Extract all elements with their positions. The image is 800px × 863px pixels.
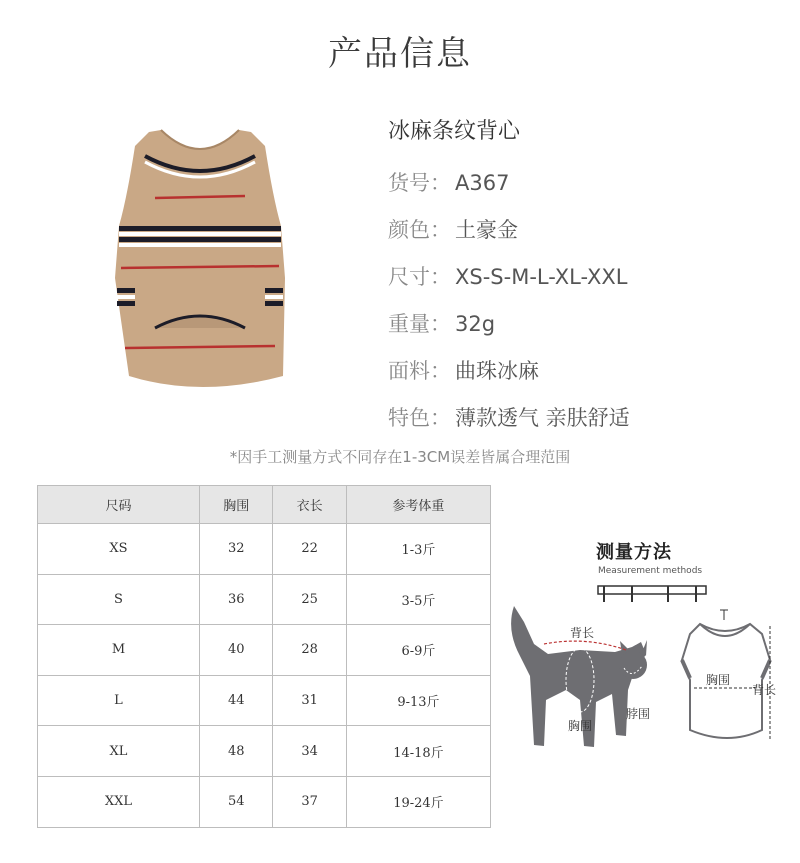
cell-length: 25: [273, 574, 346, 625]
label-garment-back: 背长: [752, 683, 777, 697]
cell-weight: 3-5斤: [346, 574, 490, 625]
cell-length: 28: [273, 625, 346, 676]
header-length: 衣长: [273, 486, 346, 524]
table-row: [38, 726, 491, 777]
product-name: 冰麻条纹背心: [388, 119, 521, 144]
table-row: [38, 574, 491, 625]
cell-size: XXL: [38, 776, 200, 827]
cell-weight: 19-24斤: [346, 776, 490, 827]
cell-size: XS: [38, 524, 200, 575]
cell-weight: 9-13斤: [346, 675, 490, 726]
header-chest: 胸围: [200, 486, 273, 524]
cell-size: XL: [38, 726, 200, 777]
page-title: 产品信息: [328, 34, 472, 74]
spec-color: 颜色： 土豪金: [388, 218, 518, 242]
measurement-method: [500, 530, 800, 830]
spec-features: 特色： 薄款透气 亲肤舒适: [388, 406, 630, 430]
table-row: [38, 625, 491, 676]
product-info: [388, 112, 788, 442]
method-title: 测量方法: [596, 542, 672, 563]
cell-chest: 36: [200, 574, 273, 625]
cell-chest: 54: [200, 776, 273, 827]
cell-chest: 32: [200, 524, 273, 575]
spec-item-number: 货号： A367: [388, 171, 510, 195]
cell-size: L: [38, 675, 200, 726]
cell-size: M: [38, 625, 200, 676]
header-weight: 参考体重: [346, 486, 490, 524]
product-image: [115, 128, 285, 390]
measurement-note: *因手工测量方式不同存在1-3CM误差皆属合理范围: [229, 448, 571, 466]
label-chest: 胸围: [568, 719, 593, 733]
cell-chest: 44: [200, 675, 273, 726]
cell-weight: 6-9斤: [346, 625, 490, 676]
spec-fabric: 面料： 曲珠冰麻: [388, 359, 539, 383]
measurement-diagram: [500, 530, 800, 830]
spec-size: 尺寸： XS-S-M-L-XL-XXL: [388, 265, 628, 289]
spec-weight: 重量： 32g: [388, 312, 496, 336]
cell-length: 31: [273, 675, 346, 726]
table-row: [38, 524, 491, 575]
label-neck: 脖围: [626, 707, 651, 721]
label-back-length: 背长: [570, 626, 595, 640]
cell-length: 34: [273, 726, 346, 777]
cell-chest: 40: [200, 625, 273, 676]
cell-weight: 1-3斤: [346, 524, 490, 575]
size-table: [37, 485, 491, 828]
table-header-row: [38, 486, 491, 524]
cell-chest: 48: [200, 726, 273, 777]
cell-size: S: [38, 574, 200, 625]
table-row: [38, 675, 491, 726]
cell-length: 22: [273, 524, 346, 575]
cell-weight: 14-18斤: [346, 726, 490, 777]
label-garment-chest: 胸围: [706, 673, 731, 687]
header-size: 尺码: [38, 486, 200, 524]
ruler-icon: [598, 586, 706, 602]
cell-length: 37: [273, 776, 346, 827]
method-subtitle: Measurement methods: [598, 566, 703, 576]
table-row: [38, 776, 491, 827]
